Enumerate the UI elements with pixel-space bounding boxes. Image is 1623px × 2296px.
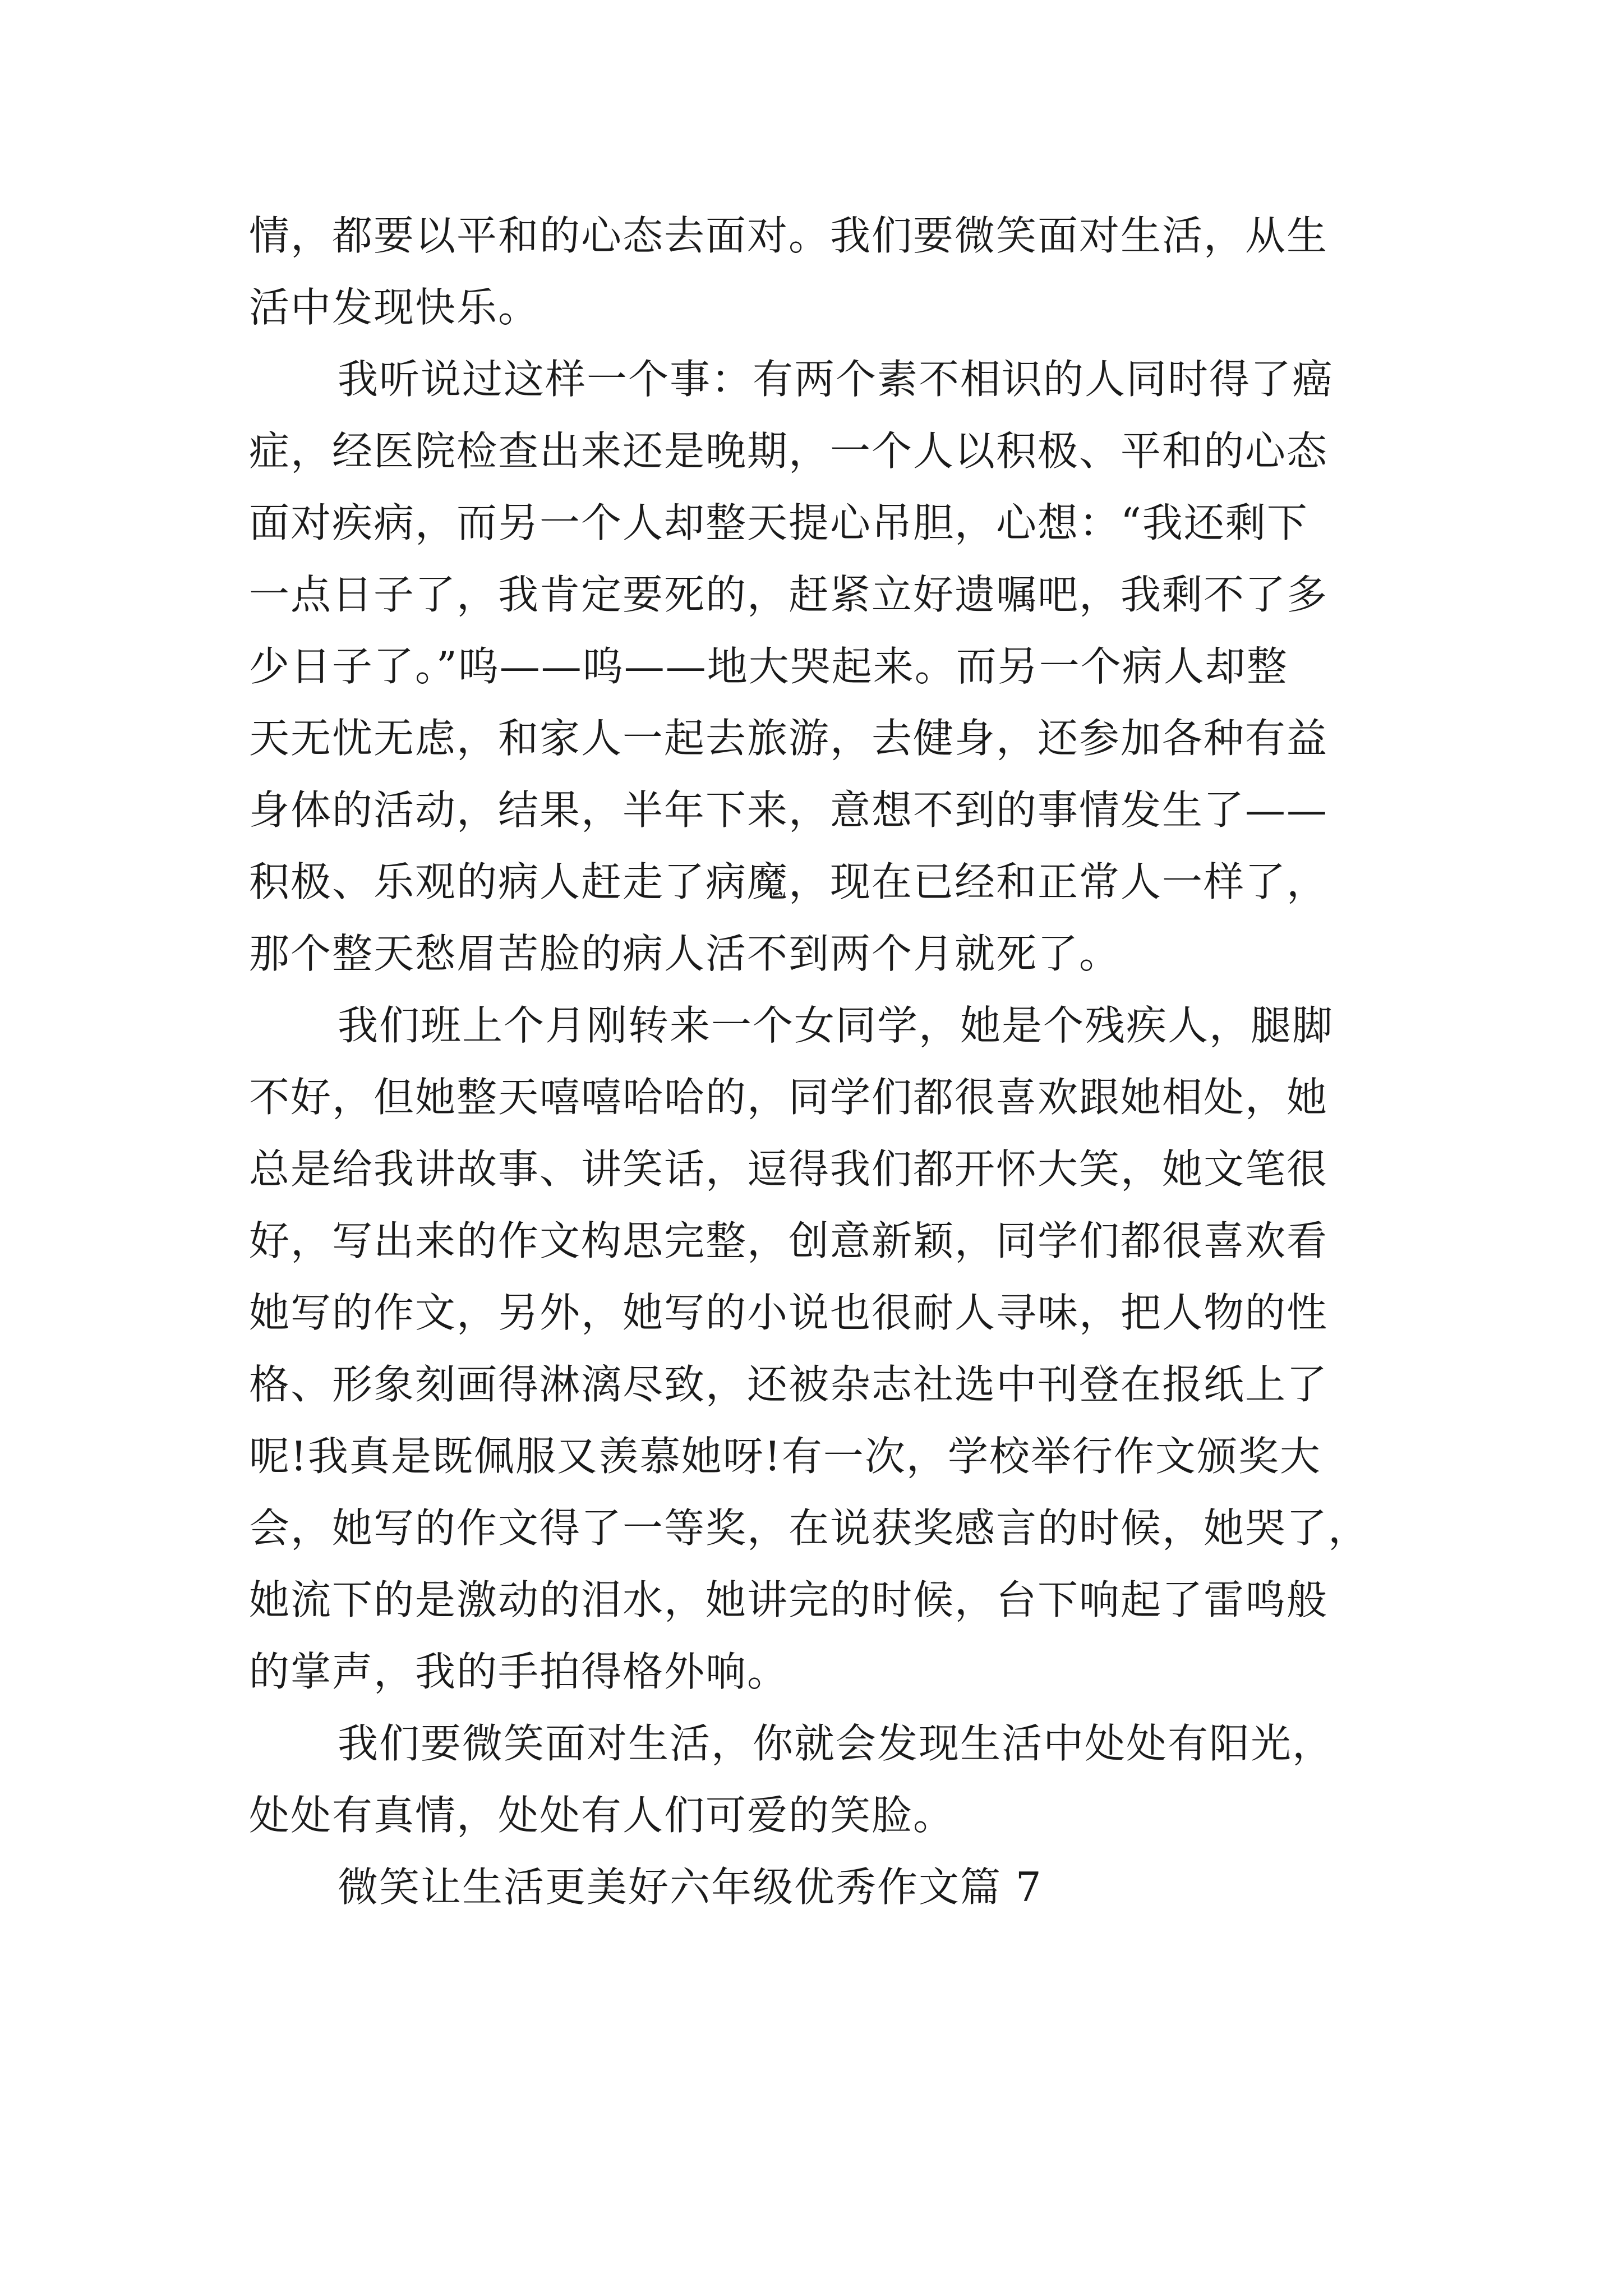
paragraph-line: 不好，但她整天嘻嘻哈哈的，同学们都很喜欢跟她相处，她 — [249, 1074, 1329, 1121]
paragraph-line: 我们要微笑面对生活，你就会发现生活中处处有阳光， — [338, 1720, 1334, 1767]
essay-body — [249, 200, 1404, 1923]
paragraph-line: 处处有真情，处处有人们可爱的笑脸。 — [249, 1792, 955, 1839]
paragraph-line: 格、形象刻画得淋漓尽致，还被杂志社选中刊登在报纸上了 — [249, 1361, 1329, 1408]
paragraph-line: 的掌声，我的手拍得格外响。 — [249, 1648, 789, 1695]
paragraph-line: 她写的作文，另外，她写的小说也很耐人寻味，把人物的性 — [249, 1289, 1329, 1336]
paragraph-line: 会，她写的作文得了一等奖，在说获奖感言的时候，她哭了， — [249, 1504, 1370, 1552]
paragraph-line: 我们班上个月刚转来一个女同学，她是个残疾人，腿脚 — [338, 1002, 1334, 1049]
paragraph-line: 天无忧无虑，和家人一起去旅游，去健身，还参加各种有益 — [249, 715, 1329, 762]
paragraph-line: 总是给我讲故事、讲笑话，逗得我们都开怀大笑，她文笔很 — [249, 1145, 1329, 1193]
paragraph-line: 积极、乐观的病人赶走了病魔，现在已经和正常人一样了， — [249, 858, 1329, 905]
paragraph-line: 身体的活动，结果，半年下来，意想不到的事情发生了—— — [249, 786, 1329, 834]
paragraph-line: 少日子了。”呜——呜——地大哭起来。而另一个病人却整 — [249, 643, 1288, 690]
paragraph-line: 那个整天愁眉苦脸的病人活不到两个月就死了。 — [249, 930, 1121, 977]
section-heading: 微笑让生活更美好六年级优秀作文篇 7 — [338, 1864, 1043, 1911]
paragraph-line: 我听说过这样一个事：有两个素不相识的人同时得了癌 — [338, 356, 1334, 403]
paragraph-line: 情，都要以平和的心态去面对。我们要微笑面对生活，从生 — [249, 212, 1329, 259]
paragraph-line: 一点日子了，我肯定要死的，赶紧立好遗嘱吧，我剩不了多 — [249, 571, 1329, 618]
paragraph-line: 活中发现快乐。 — [249, 284, 540, 331]
paragraph-line: 她流下的是激动的泪水，她讲完的时候，台下响起了雷鸣般 — [249, 1576, 1329, 1623]
paragraph-line: 症，经医院检查出来还是晚期，一个人以积极、平和的心态 — [249, 427, 1329, 475]
paragraph-line: 面对疾病，而另一个人却整天提心吊胆，心想：“我还剩下 — [249, 499, 1308, 546]
paragraph-line: 呢!我真是既佩服又羡慕她呀!有一次，学校举行作文颁奖大 — [249, 1433, 1321, 1480]
paragraph-line: 好，写出来的作文构思完整，创意新颖，同学们都很喜欢看 — [249, 1217, 1329, 1264]
